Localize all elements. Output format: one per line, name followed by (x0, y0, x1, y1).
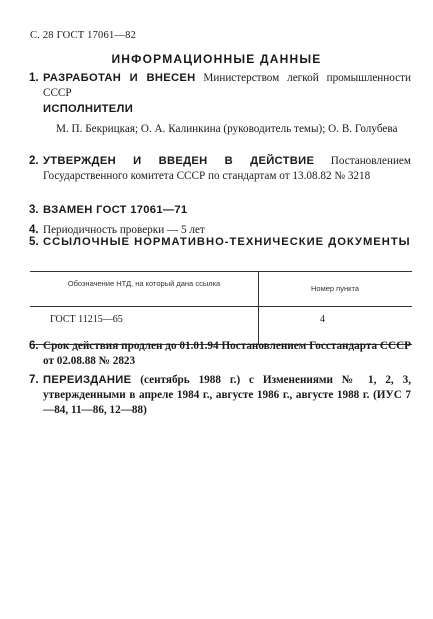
item-text: (сентябрь 1988 г.) с Изменениями № 1, 2, 3, утвержденными в апреле 1984 г., августе 1986 г., августе 1988 г. (ИУС 7—84, 11—86, 12—88) (43, 374, 411, 416)
performers-names (56, 122, 411, 137)
item-number: 6. (29, 340, 39, 352)
item-body: Срок действия продлен до 01.01.94 Постановлением Госстандарта СССР от 02.08.88 № 2823 (43, 340, 411, 367)
item-heading: РАЗРАБОТАН И ВНЕСЕН (43, 72, 196, 84)
item-reissue (29, 373, 411, 418)
table-header-doc: Обозначение НТД, на который дана ссылка (67, 279, 221, 288)
item-body (43, 373, 411, 418)
item-validity (29, 339, 411, 369)
item-body (43, 235, 411, 250)
item-number: 1. (29, 72, 39, 84)
item-number: 5. (29, 236, 39, 248)
item-body (43, 203, 411, 218)
section-title: ИНФОРМАЦИОННЫЕ ДАННЫЕ (111, 52, 322, 66)
item-number: 4. (29, 224, 39, 236)
item-approved (29, 154, 411, 184)
table-header-clause: Номер пункта (310, 284, 359, 293)
item-text: Министерством легкой промышленности СССР (43, 72, 411, 99)
item-replaces (29, 203, 411, 218)
item-developed (29, 71, 411, 101)
page-header: С. 28 ГОСТ 17061—82 (30, 30, 136, 41)
item-text: Периодичность проверки — 5 лет (43, 224, 205, 236)
item-number: 3. (29, 204, 39, 216)
item-body (43, 71, 411, 101)
item-body (43, 154, 411, 184)
item-number: 2. (29, 155, 39, 167)
item-heading: ВЗАМЕН ГОСТ 17061—71 (43, 204, 188, 216)
table-column-divider (258, 271, 259, 345)
item-references (29, 235, 411, 250)
item-text: Постановлением Государственного комитета СССР по стандартам от 13.08.82 № 3218 (43, 155, 411, 182)
table-cell-clause: 4 (320, 314, 325, 325)
table-header-border (30, 306, 412, 307)
performers-label: ИСПОЛНИТЕЛИ (43, 103, 134, 115)
item-heading: ПЕРЕИЗДАНИЕ (43, 374, 132, 386)
table-cell-doc: ГОСТ 11215—65 (50, 314, 123, 325)
item-heading: УТВЕРЖДЕН И ВВЕДЕН В ДЕЙСТВИЕ (43, 155, 315, 167)
item-heading: ССЫЛОЧНЫЕ НОРМАТИВНО-ТЕХНИЧЕСКИЕ ДОКУМЕНТЫ (43, 236, 411, 248)
item-number: 7. (29, 374, 39, 386)
references-table (30, 271, 412, 345)
table-top-border (30, 271, 412, 272)
performers-text: М. П. Бекрицкая; О. А. Калинкина (руководитель темы); О. В. Голубева (56, 123, 398, 135)
performers-heading (43, 102, 411, 117)
